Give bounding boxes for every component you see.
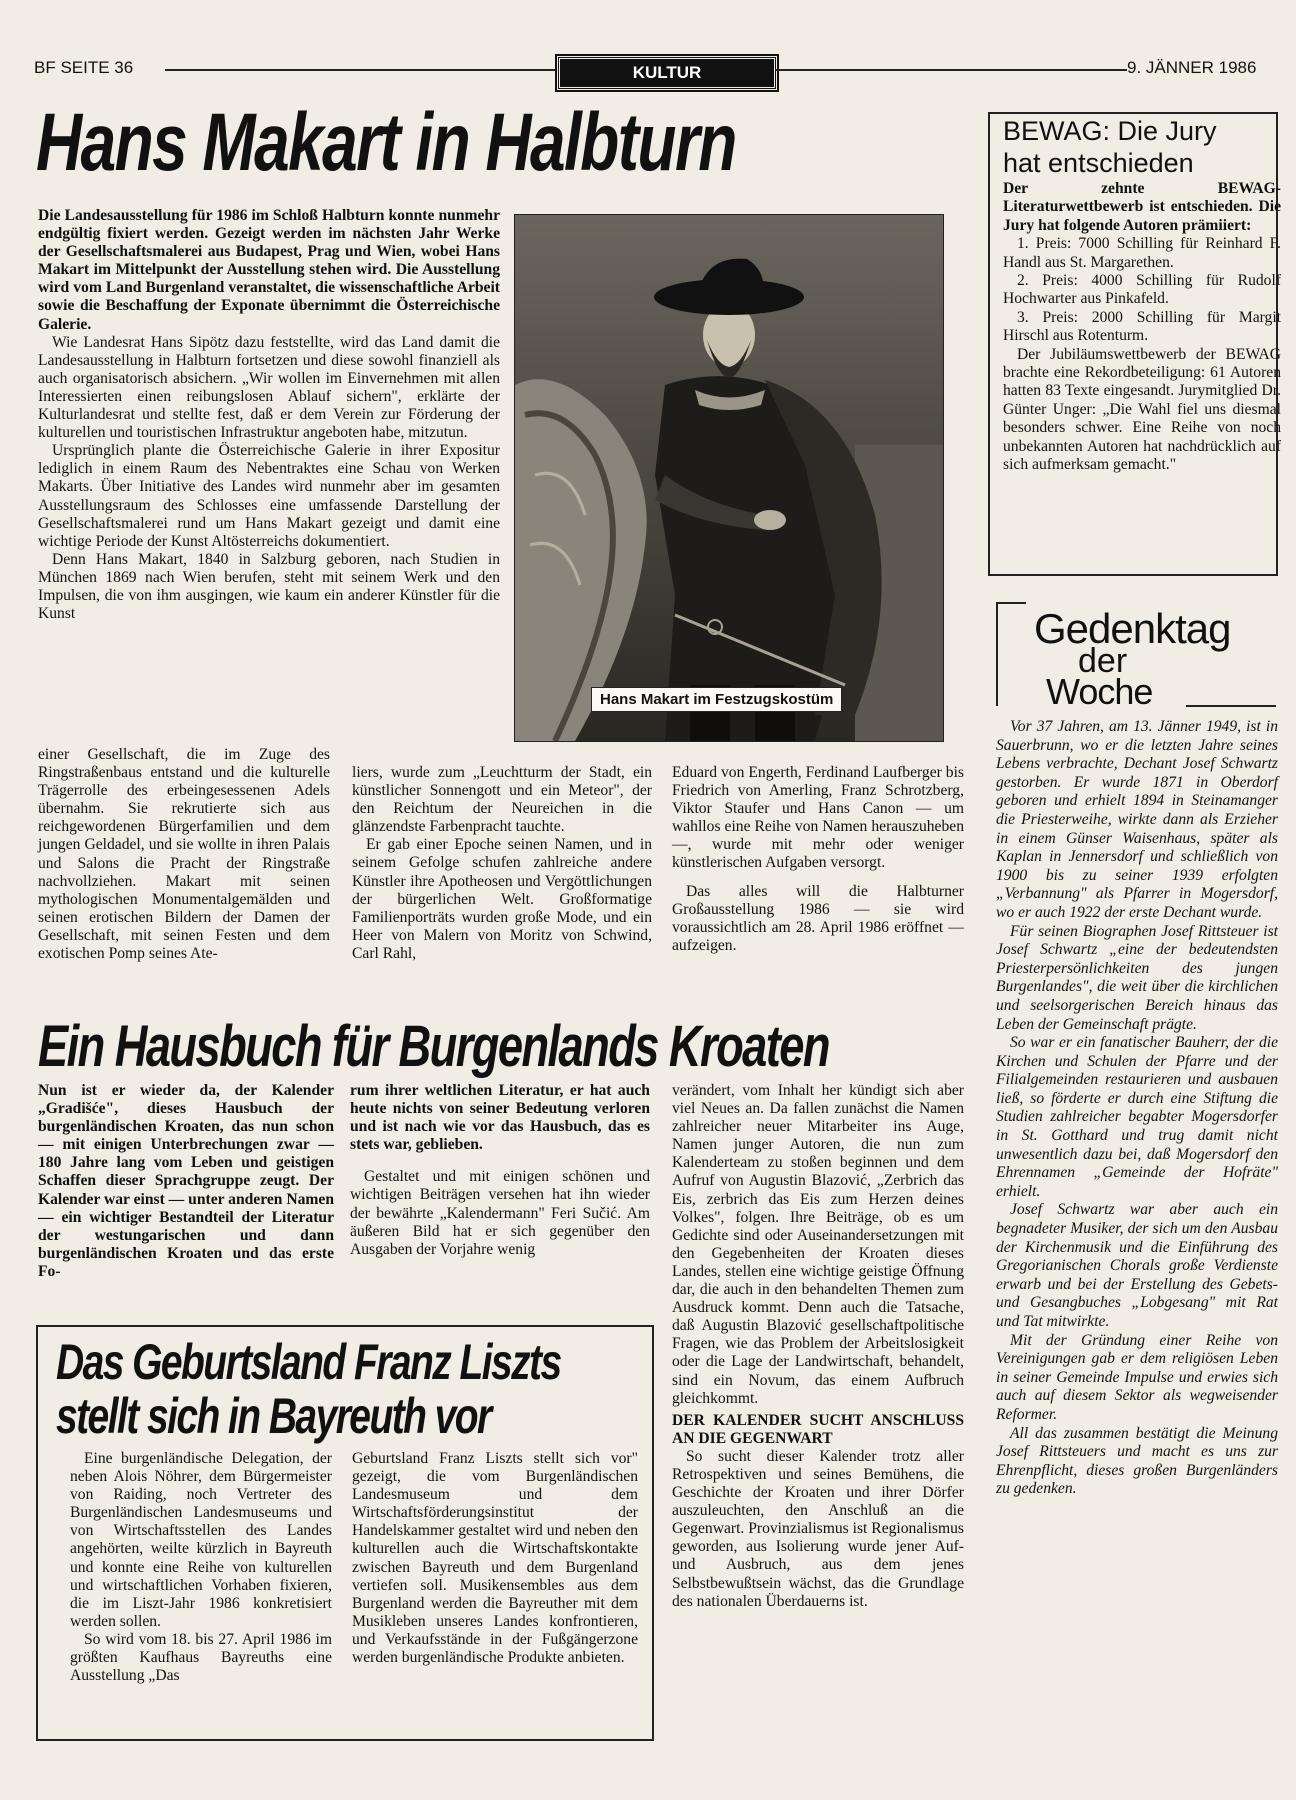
gedenktag-frame-top <box>996 602 1026 604</box>
gedenktag-paragraph: Für seinen Biographen Josef Rittsteuer ist Josef Schwartz „eine der bedeutendsten Priesterpersönlichkeiten des jungen Burgenlandes", die weit über die kirchlichen und seelsorgerischen Bereich hinaus das Leben der Gemeinschaft prägte. <box>996 922 1278 1033</box>
article2-paragraph: Nun ist er wieder da, der Kalender „Gradišće", dieses Hausbuch der burgenländischen Kroaten, das nun schon — mit einigen Unterbrechungen zwar — 180 Jahre lang vom Leben und geistigen Schaffen dieser Sprachgruppe zeugt. Der Kalender war einst — unter anderen Namen — ein wichtiger Bestandteil der Literatur der westungarischen und dann burgenländischen Kroaten und das erste Fo- <box>38 1082 334 1280</box>
article3-headline-line1: Das Geburtsland Franz Liszts <box>56 1334 561 1390</box>
makart-photo <box>514 214 944 742</box>
article1-paragraph: Er gab einer Epoche seinen Namen, und in seinem Gefolge schufen zahlreiche andere Künstler ihre Apotheosen und Vergöttlichungen der bürgerlichen Welt. Großformatige Familienporträts wurden große Mode, und ein Heer von Malern von Moritz von Schwind, Carl Rahl, <box>352 836 652 962</box>
article2-column-1 <box>38 1082 334 1281</box>
article3-paragraph: So wird vom 18. bis 27. April 1986 im größten Kaufhaus Bayreuths eine Ausstellung „Das <box>70 1630 332 1685</box>
article3-column-2 <box>352 1450 638 1667</box>
bewag-body <box>1003 180 1281 475</box>
article2-column-3 <box>672 1082 964 1611</box>
bewag-prize: 1. Preis: 7000 Schilling für Reinhard F. Handl aus St. Margarethen. <box>1003 235 1281 271</box>
article2-paragraph: Gestaltet und mit einigen schönen und wichtigen Beiträgen versehen hat ihn wieder der bewährte „Kalendermann" Feri Sučić. Am äußeren Bild hat er sich gegenüber den Ausgaben der Vorjahre wenig <box>350 1168 650 1258</box>
header-rule-left <box>165 69 555 71</box>
article3-paragraph: Geburtsland Franz Liszts stellt sich vor" gezeigt, die vom Burgenländischen Landesmuseum und dem Wirtschaftsförderungsinstitut der Handelskammer gestaltet wird und neben den kulturellen auch die Wirtschaftskontakte zwischen Bayreuth und dem Burgenland vertiefen soll. Musikensembles aus dem Burgenland werden die Bayreuther mit dem Musikleben unseres Landes konfrontieren, und Verkaufsstände in der Fußgängerzone werden burgenländische Produkte anbieten. <box>352 1450 638 1667</box>
article1-column-3 <box>672 764 964 955</box>
photo-caption: Hans Makart im Festzugskostüm <box>591 687 842 712</box>
article1-column-1 <box>38 746 330 963</box>
article3-headline-line2: stellt sich in Bayreuth vor <box>56 1388 491 1444</box>
article1-paragraph: einer Gesellschaft, die im Zuge des Ringstraßenbaus entstand und die kulturelle Trägerrolle des erbeingesessenen Adels übernahm. Sie rekrutierte sich aus reichgewordenen Bürgerfamilien und dem jungen Geldadel, und sie wollte in ihren Palais und Salons die Pracht der Ringstraße nachvollziehen. Makart mit seinen mythologischen Monumentalgemälden und seinen erotischen Bildern der Damen der Gesellschaft, mit seinen Festen und dem exotischen Pomp seines Ate- <box>38 746 330 963</box>
gedenktag-title-word2: der <box>1078 642 1128 680</box>
section-label: KULTUR <box>557 56 777 90</box>
bewag-prize: 2. Preis: 4000 Schilling für Rudolf Hochwarter aus Pinkafeld. <box>1003 272 1281 308</box>
gedenktag-frame-bottom <box>1186 705 1276 707</box>
article2-paragraph: So sucht dieser Kalender trotz aller Retrospektiven und seines Bemühens, die Geschichte der Kroaten und ihrer Dörfer auszuleuchten, den Anschluß an die Gegenwart. Provinzialismus ist Regionalismus geworden, aus Isolierung wurde jener Auf- und Ausbruch, aus dem jenes Selbstbewußtsein wächst, das die Grundlage des nationalen Überdauerns ist. <box>672 1447 964 1610</box>
article1-headline: Hans Makart in Halbturn <box>36 97 736 188</box>
header-rule-right <box>775 69 1127 71</box>
article2-headline: Ein Hausbuch für Burgenlands Kroaten <box>38 1014 829 1079</box>
makart-portrait-illustration <box>515 215 943 741</box>
gedenktag-paragraph: Mit der Gründung einer Reihe von Vereinigungen gab er dem religiösen Leben in seiner Gemeinde Impulse und erwies sich auch auf diesem Sektor als wegweisender Reformer. <box>996 1331 1278 1423</box>
gedenktag-title-word3: Woche <box>1046 671 1153 712</box>
gedenktag-body <box>996 718 1278 1499</box>
bewag-prize: 3. Preis: 2000 Schilling für Margit Hirschl aus Rotenturm. <box>1003 308 1281 345</box>
gedenktag-paragraph: So war er ein fanatischer Bauherr, der die Kirchen und Schulen der Pfarre und der Filialgemeinden restaurieren und ausbauen ließ, so förderte er durch eine Stiftung die Studien zahlreicher begabter Mogersdorfer in St. Gotthard und trug damit nicht unwesentlich dazu bei, daß Mogersdorf den Ehrennamen „Gemeinde der Hofräte" erhielt. <box>996 1034 1278 1200</box>
bewag-title-line1: BEWAG: Die Jury <box>1003 116 1217 146</box>
article2-column-2 <box>350 1082 650 1259</box>
gedenktag-paragraph: All das zusammen bestätigt die Meinung Josef Rittsteuers und macht es uns zur Ehrenpflicht, dieses großen Burgenländers zu gedenken. <box>996 1424 1278 1498</box>
gedenktag-frame-line <box>996 602 998 706</box>
article2-subhead: DER KALENDER SUCHT ANSCHLUSS AN DIE GEGENWART <box>672 1411 964 1447</box>
gedenktag-paragraph: Vor 37 Jahren, am 13. Jänner 1949, ist in Sauerbrunn, wo er die letzten Jahre seines Lebens verbrachte, Dechant Josef Schwartz gestorben. Er wurde 1871 in Oberdorf geboren und erhielt 1894 in Steinamanger die Priesterweihe, wirkte dann als Erzieher in einem Günser Waisenhaus, später als Kaplan in Jennersdorf und schließlich von 1900 bis zu seiner 1939 erfolgten „Verbannung" als Pfarrer in Mogersdorf, wo er auch 1922 der erste Dechant wurde. <box>996 718 1278 921</box>
gedenktag-paragraph: Josef Schwartz war aber auch ein begnadeter Musiker, der sich um den Ausbau der Kirchenmusik und die Einführung des Gregorianischen Chorals große Verdienste erwarb und bei der Erstellung des Gebets- und Gesangbuches „Lobgesang" mit Rat und Tat mitwirkte. <box>996 1201 1278 1330</box>
article1-paragraph: Wie Landesrat Hans Sipötz dazu feststellte, wird das Land damit die Landesausstellung in Halbturn fortsetzen und diese sowohl finanziell als auch organisatorisch absichern. „Wir wollen im Einvernehmen mit allen Interessierten einen reibungslosen Ablauf sichern", erklärte der Kulturlandesrat und stellte fest, daß er dem Verein zur Förderung der kulturellen und touristischen Infrastruktur angeboten habe, mitzutun. <box>38 333 500 442</box>
article1-column-2 <box>352 764 652 963</box>
page-label: BF SEITE 36 <box>34 58 134 77</box>
page-date: 9. JÄNNER 1986 <box>1127 58 1257 77</box>
bewag-lead: Der zehnte BEWAG-Literaturwettbewerb ist entschieden. Die Jury hat folgende Autoren prämiiert: <box>1003 180 1281 234</box>
article3-column-1 <box>70 1450 332 1685</box>
article2-paragraph: rum ihrer weltlichen Literatur, er hat auch heute nichts von seiner Bedeutung verloren und ist nach wie vor das Hausbuch, das es stets war, geblieben. <box>350 1082 650 1154</box>
bewag-paragraph: Der Jubiläumswettbewerb der BEWAG brachte eine Rekordbeteiligung: 61 Autoren hatten 83 Texte eingesandt. Jurymitglied Dr. Günter Unger: „Die Wahl fiel uns diesmal besonders schwer. Eine Reihe von noch unbekannten Autoren hat nachdrücklich auf sich aufmerksam gemacht." <box>1003 345 1281 474</box>
article1-lead: Die Landesausstellung für 1986 im Schloß Halbturn konnte nunmehr endgültig fixiert werden. Gezeigt werden im nächsten Jahr Werke der Gesellschaftsmalerei aus Budapest, Prag und Wien, wobei Hans Makart im Mittelpunkt der Ausstellung stehen wird. Die Ausstellung wird vom Land Burgenland veranstaltet, die wissenschaftliche Arbeit sowie die Beschaffung der Exponate übernimmt die Österreichische Galerie. <box>38 207 500 333</box>
article1-paragraph: liers, wurde zum „Leuchtturm der Stadt, ein künstlicher Sonnengott und ein Meteor", der den Reichtum der Neureichen in die glänzendste Farbenpracht tauchte. <box>352 764 652 836</box>
bewag-title-line2: hat entschieden <box>1003 148 1194 178</box>
article2-paragraph: verändert, vom Inhalt her kündigt sich aber viel Neues an. Da fallen zunächst die Namen zahlreicher neuer Mitarbeiter ins Auge, Namen junger Autoren, die nun zum Kalenderteam zu stoßen beginnen und dem Aufruf von Augustin Blazović, „Zerbrich das Eis, zerbrich das Eis zum Herzen deines Volkes", folgen. Ihre Beiträge, ob es um Gedichte sind oder Auseinandersetzungen mit den Gegebenheiten der Kroaten dieses Landes, stellen eine wichtige geistige Öffnung dar, die auch in den behandelten Themen zum Ausdruck kommt. Denn auch die Tatsache, daß Augustin Blazović gesellschaftpolitische Fragen, wie das Problem der Arbeitslosigkeit oder die Lage der Landwirtschaft, behandelt, sind ein Novum, das einem Aufbruch gleichkommt. <box>672 1082 964 1407</box>
article3-paragraph: Eine burgenländische Delegation, der neben Alois Nöhrer, dem Bürgermeister von Raiding, noch Vertreter des Burgenländischen Landesmuseums und von Wirtschaftsstellen des Landes angehörten, weilte kürzlich in Bayreuth und konnte eine Reihe von kulturellen und wirtschaftlichen Vorhaben fixieren, die im Liszt-Jahr 1986 konkretisiert werden sollen. <box>70 1450 332 1630</box>
article1-paragraph: Eduard von Engerth, Ferdinand Laufberger bis Friedrich von Amerling, Franz Schrotzberg, Viktor Staufer und Hans Canon — um wahllos eine Reihe von Namen herauszuheben —, wurde mit mehr oder weniger künstlerischen Aufgaben versorgt. <box>672 764 964 872</box>
article1-paragraph: Das alles will die Halbturner Großausstellung 1986 — sie wird voraussichtlich am 28. April 1986 eröffnet — aufzeigen. <box>672 882 964 954</box>
article1-intro <box>38 207 500 623</box>
gedenktag-title-word1: Gedenktag <box>1034 605 1231 652</box>
article1-paragraph: Ursprünglich plante die Österreichische Galerie in ihrer Expositur lediglich in einem Raum des Nebentraktes eine Schau von Werken Makarts. Über Initiative des Landes wird nunmehr aber im gesamten Ausstellungsraum des Schlosses eine umfassende Darstellung der Gesellschaftsmalerei rund um Hans Makart gezeigt und damit eine wichtige Periode der Kunst Altösterreichs dokumentiert. <box>38 442 500 550</box>
article1-paragraph: Denn Hans Makart, 1840 in Salzburg geboren, nach Studien in München 1869 nach Wien berufen, steht mit seinem Werk und den Impulsen, die von ihm ausgingen, wie kaum ein anderer Künstler für die Kunst <box>38 550 500 623</box>
